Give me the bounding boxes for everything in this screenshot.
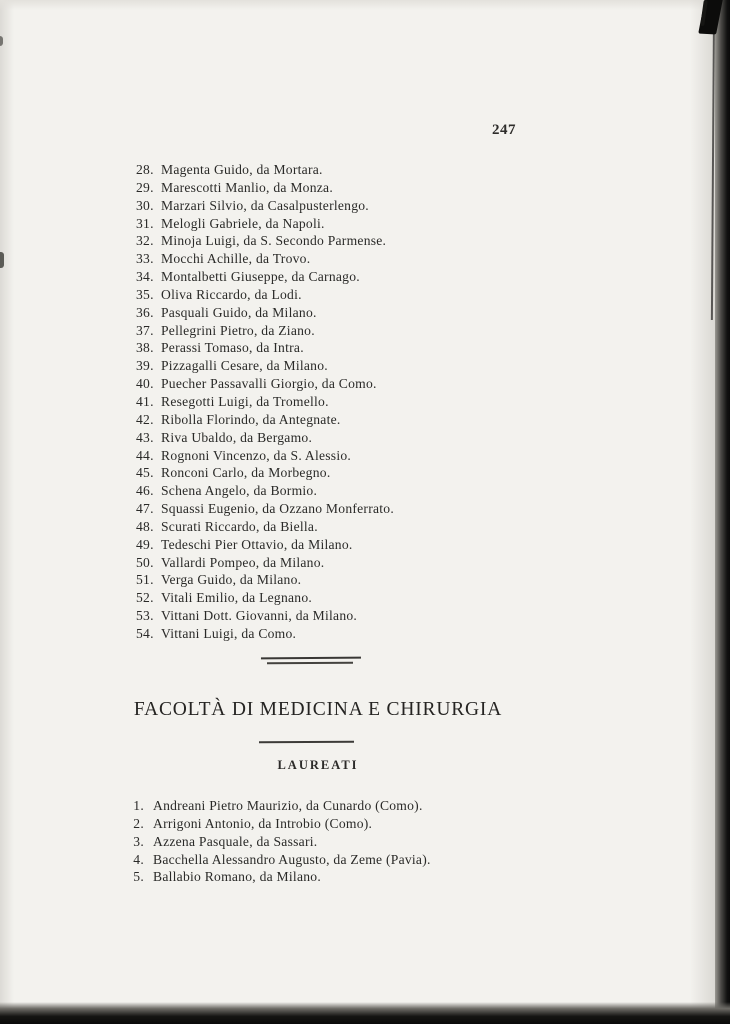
- divider-line-top: [261, 657, 361, 660]
- item-text: Magenta Guido, da Mortara.: [161, 162, 323, 177]
- list-item: [128, 868, 568, 886]
- item-text: Pellegrini Pietro, da Ziano.: [161, 322, 315, 338]
- section-divider: [261, 657, 361, 666]
- item-number: 47.: [136, 501, 154, 517]
- list-item: [128, 797, 568, 815]
- item-text: Andreani Pietro Maurizio, da Cunardo (Como).: [153, 798, 423, 813]
- item-number: 37.: [136, 322, 154, 338]
- item-number: 40.: [136, 376, 154, 392]
- item-text: Azzena Pasquale, da Sassari.: [153, 833, 318, 849]
- item-text: Marzari Silvio, da Casalpusterlengo.: [161, 197, 369, 213]
- list-item: [136, 286, 556, 304]
- graduates-list: [136, 161, 556, 643]
- list-item: [136, 554, 556, 572]
- item-text: Arrigoni Antonio, da Introbio (Como).: [153, 815, 373, 831]
- item-text: Mocchi Achille, da Trovo.: [161, 251, 311, 267]
- item-text: Puecher Passavalli Giorgio, da Como.: [161, 376, 377, 392]
- item-text: Bacchella Alessandro Augusto, da Zeme (Pavia).: [153, 851, 431, 867]
- item-number: 48.: [136, 518, 154, 534]
- item-text: Minoja Luigi, da S. Secondo Parmense.: [161, 233, 387, 249]
- list-item: [136, 232, 556, 250]
- item-text: Riva Ubaldo, da Bergamo.: [161, 429, 313, 445]
- item-number: 46.: [136, 483, 154, 499]
- item-number: 50.: [136, 554, 154, 570]
- item-text: Verga Guido, da Milano.: [161, 572, 302, 588]
- list-item: [128, 833, 568, 851]
- item-number: 4.: [133, 851, 144, 867]
- item-number: 41.: [136, 393, 154, 409]
- scan-left-edge-speck: [0, 252, 4, 268]
- list-item: [128, 851, 568, 869]
- list-item: [136, 161, 556, 179]
- top-edge-shading: [0, 0, 730, 10]
- list-item: [136, 447, 556, 465]
- list-item: [136, 393, 556, 411]
- list-item: [136, 375, 556, 393]
- item-text: Vittani Dott. Giovanni, da Milano.: [161, 608, 358, 624]
- list-item: [136, 197, 556, 215]
- item-text: Ronconi Carlo, da Morbegno.: [161, 465, 331, 481]
- list-item: [128, 815, 568, 833]
- list-item: [136, 625, 556, 643]
- item-text: Rognoni Vincenzo, da S. Alessio.: [161, 447, 352, 463]
- item-text: Pizzagalli Cesare, da Milano.: [161, 358, 328, 374]
- item-number: 3.: [133, 833, 144, 849]
- item-number: 43.: [136, 429, 154, 445]
- item-number: 53.: [136, 608, 154, 624]
- list-item: [136, 357, 556, 375]
- list-item: [136, 464, 556, 482]
- left-edge-shading: [0, 0, 14, 1024]
- item-number: 54.: [136, 625, 154, 641]
- item-text: Melogli Gabriele, da Napoli.: [161, 215, 325, 231]
- item-text: Vittani Luigi, da Como.: [161, 625, 297, 641]
- list-item: [136, 607, 556, 625]
- list-item: [136, 215, 556, 233]
- subheading-wrap: [118, 758, 518, 773]
- item-text: Vitali Emilio, da Legnano.: [161, 590, 313, 606]
- list-item: [136, 482, 556, 500]
- item-number: 28.: [136, 162, 154, 177]
- scan-bottom-black-edge: [0, 1002, 730, 1024]
- item-number: 39.: [136, 358, 154, 374]
- scan-left-edge-speck-small: [0, 36, 3, 46]
- item-number: 30.: [136, 197, 154, 213]
- list-item: [136, 250, 556, 268]
- list-item: [136, 322, 556, 340]
- item-number: 51.: [136, 572, 154, 588]
- item-number: 36.: [136, 304, 154, 320]
- list-item: [136, 536, 556, 554]
- item-text: Resegotti Luigi, da Tromello.: [161, 393, 329, 409]
- list-item: [136, 589, 556, 607]
- page-number: 247: [492, 122, 516, 138]
- item-number: 5.: [133, 869, 144, 885]
- list-item: [136, 500, 556, 518]
- item-text: Ballabio Romano, da Milano.: [153, 869, 321, 885]
- item-text: Oliva Riccardo, da Lodi.: [161, 286, 302, 302]
- item-number: 31.: [136, 215, 154, 231]
- list-item: [136, 304, 556, 322]
- item-number: 29.: [136, 179, 154, 195]
- divider-line-bottom: [267, 662, 353, 664]
- title-underline-rule: [259, 741, 354, 743]
- item-number: 45.: [136, 465, 154, 481]
- item-number: 34.: [136, 269, 154, 285]
- item-number: 49.: [136, 536, 154, 552]
- item-number: 35.: [136, 286, 154, 302]
- list-item: [136, 179, 556, 197]
- item-number: 2.: [133, 815, 144, 831]
- item-number: 33.: [136, 251, 154, 267]
- item-text: Tedeschi Pier Ottavio, da Milano.: [161, 536, 353, 552]
- item-text: Schena Angelo, da Bormio.: [161, 483, 318, 499]
- item-number: 32.: [136, 233, 154, 249]
- item-text: Ribolla Florindo, da Antegnate.: [161, 411, 341, 427]
- laureati-list: [128, 797, 568, 886]
- list-item: [136, 571, 556, 589]
- item-text: Pasquali Guido, da Milano.: [161, 304, 317, 320]
- subsection-heading: LAUREATI: [277, 758, 359, 772]
- item-text: Squassi Eugenio, da Ozzano Monferrato.: [161, 501, 394, 517]
- list-item: [136, 518, 556, 536]
- item-text: Vallardi Pompeo, da Milano.: [161, 554, 325, 570]
- item-text: Montalbetti Giuseppe, da Carnago.: [161, 269, 360, 285]
- item-text: Perassi Tomaso, da Intra.: [161, 340, 304, 356]
- item-number: 38.: [136, 340, 154, 356]
- scan-right-black-edge: [715, 0, 730, 1024]
- item-number: 42.: [136, 411, 154, 427]
- section-title: FACOLTÀ DI MEDICINA E CHIRURGIA: [133, 699, 503, 720]
- list-item: [136, 411, 556, 429]
- section-title-wrap: [118, 699, 518, 721]
- list-item: [136, 268, 556, 286]
- item-number: 1.: [133, 798, 144, 813]
- item-number: 44.: [136, 447, 154, 463]
- item-text: Scurati Riccardo, da Biella.: [161, 518, 318, 534]
- item-text: Marescotti Manlio, da Monza.: [161, 179, 333, 195]
- list-item: [136, 429, 556, 447]
- item-number: 52.: [136, 590, 154, 606]
- list-item: [136, 339, 556, 357]
